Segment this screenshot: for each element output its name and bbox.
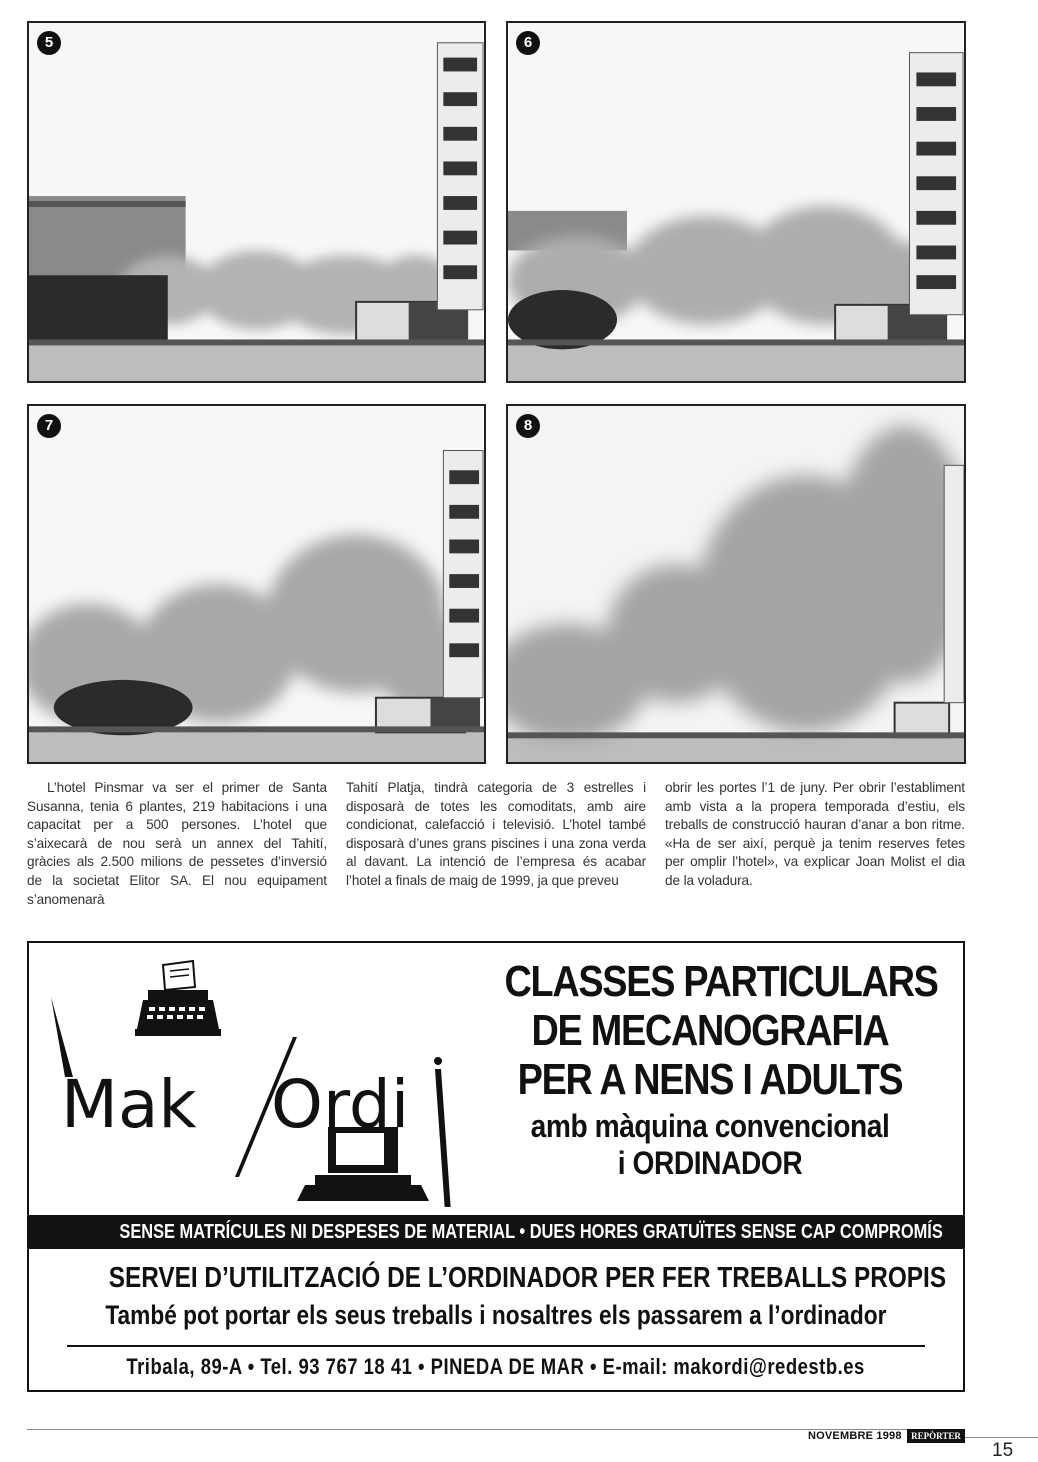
ad-headline-line-2: DE MECANOGRAFIA	[531, 1006, 889, 1055]
typewriter-icon	[135, 961, 221, 1036]
ad-service-title-text: SERVEI D’UTILITZACIÓ DE L’ORDINADOR PER FER TREBALLS PROPIS	[108, 1262, 947, 1294]
photo-number-badge: 7	[37, 414, 61, 438]
article-paragraph: obrir les portes l’1 de juny. Per obrir l’establiment amb vista a la propera temporada d’estiu, els treballs de construcció hauran d’anar a bon ritme. «Ha de ser així, perquè ja tenim reserves fetes per omplir l’hotel», va explicar Joan Molist el dia de la voladura.	[665, 780, 965, 888]
photo-8	[506, 404, 966, 764]
ad-service-subtitle-text: També pot portar els seus treballs i nosaltres els passarem a l’ordinador	[105, 1300, 887, 1330]
demolition-photo-7	[29, 406, 484, 762]
photo-7	[27, 404, 486, 764]
page-number: 15	[992, 1440, 1014, 1461]
photo-6	[506, 21, 966, 383]
ad-offer-bar	[29, 1215, 963, 1249]
makordi-logo	[43, 957, 463, 1207]
ad-headline-line-3: PER A NENS I ADULTS	[517, 1055, 903, 1104]
ad-contact-text: Tribala, 89-A • Tel. 93 767 18 41 • PINEDA DE MAR • E-mail: makordi@redestb.es	[126, 1354, 866, 1379]
ad-headline-line-1: CLASSES PARTICULARS	[504, 957, 938, 1006]
ad-service-subtitle	[29, 1299, 963, 1331]
ad-service-title	[29, 1261, 963, 1295]
demolition-photo-5	[29, 23, 484, 381]
article-column-1	[27, 779, 327, 909]
ad-subheadline-line-2: i ORDINADOR	[617, 1145, 803, 1181]
footer-rule-right	[965, 1437, 1038, 1438]
photo-number-badge: 8	[516, 414, 540, 438]
footer-magazine-logo: REPÒRTER	[907, 1429, 965, 1443]
photo-5	[27, 21, 486, 383]
ad-headline	[471, 957, 949, 1182]
ad-divider	[67, 1345, 925, 1347]
ad-offer-text: SENSE MATRÍCULES NI DESPESES DE MATERIAL • DUES HORES GRATUÏTES SENSE CAP COMPROMÍS	[119, 1221, 943, 1243]
logo-text-right: Ordi	[271, 1066, 410, 1143]
ad-subheadline-line-1: amb màquina convencional	[530, 1108, 890, 1144]
photo-number-badge: 6	[516, 31, 540, 55]
photo-number-badge: 5	[37, 31, 61, 55]
demolition-photo-8	[508, 406, 964, 762]
article-paragraph: Tahití Platja, tindrà categoria de 3 estrelles i disposarà de totes les comoditats, amb aire condicionat, calefacció i televisió. L’hotel també disposarà d’unes grans piscines i una zona verda al davant. La intenció de l’empresa és acabar l’hotel a finals de maig de 1999, ja que preveu	[346, 780, 646, 888]
ad-contact	[29, 1353, 963, 1381]
makordi-advertisement	[27, 941, 965, 1392]
logo-text-left: Mak	[61, 1066, 197, 1143]
demolition-photo-6	[508, 23, 964, 381]
article-column-3	[665, 779, 965, 891]
article-paragraph: L’hotel Pinsmar va ser el primer de Santa Susanna, tenia 6 plantes, 219 habitacions i una capacitat per a 500 persones. L’hotel que s’aixecarà de nou serà un annex del Tahití, gràcies als 2.500 milions de pessetes d’inversió de la societat Elitor SA. El nou equipament s’anomenarà	[27, 780, 327, 907]
footer-date: NOVEMBRE 1998	[808, 1430, 902, 1442]
article-column-2	[346, 779, 646, 891]
